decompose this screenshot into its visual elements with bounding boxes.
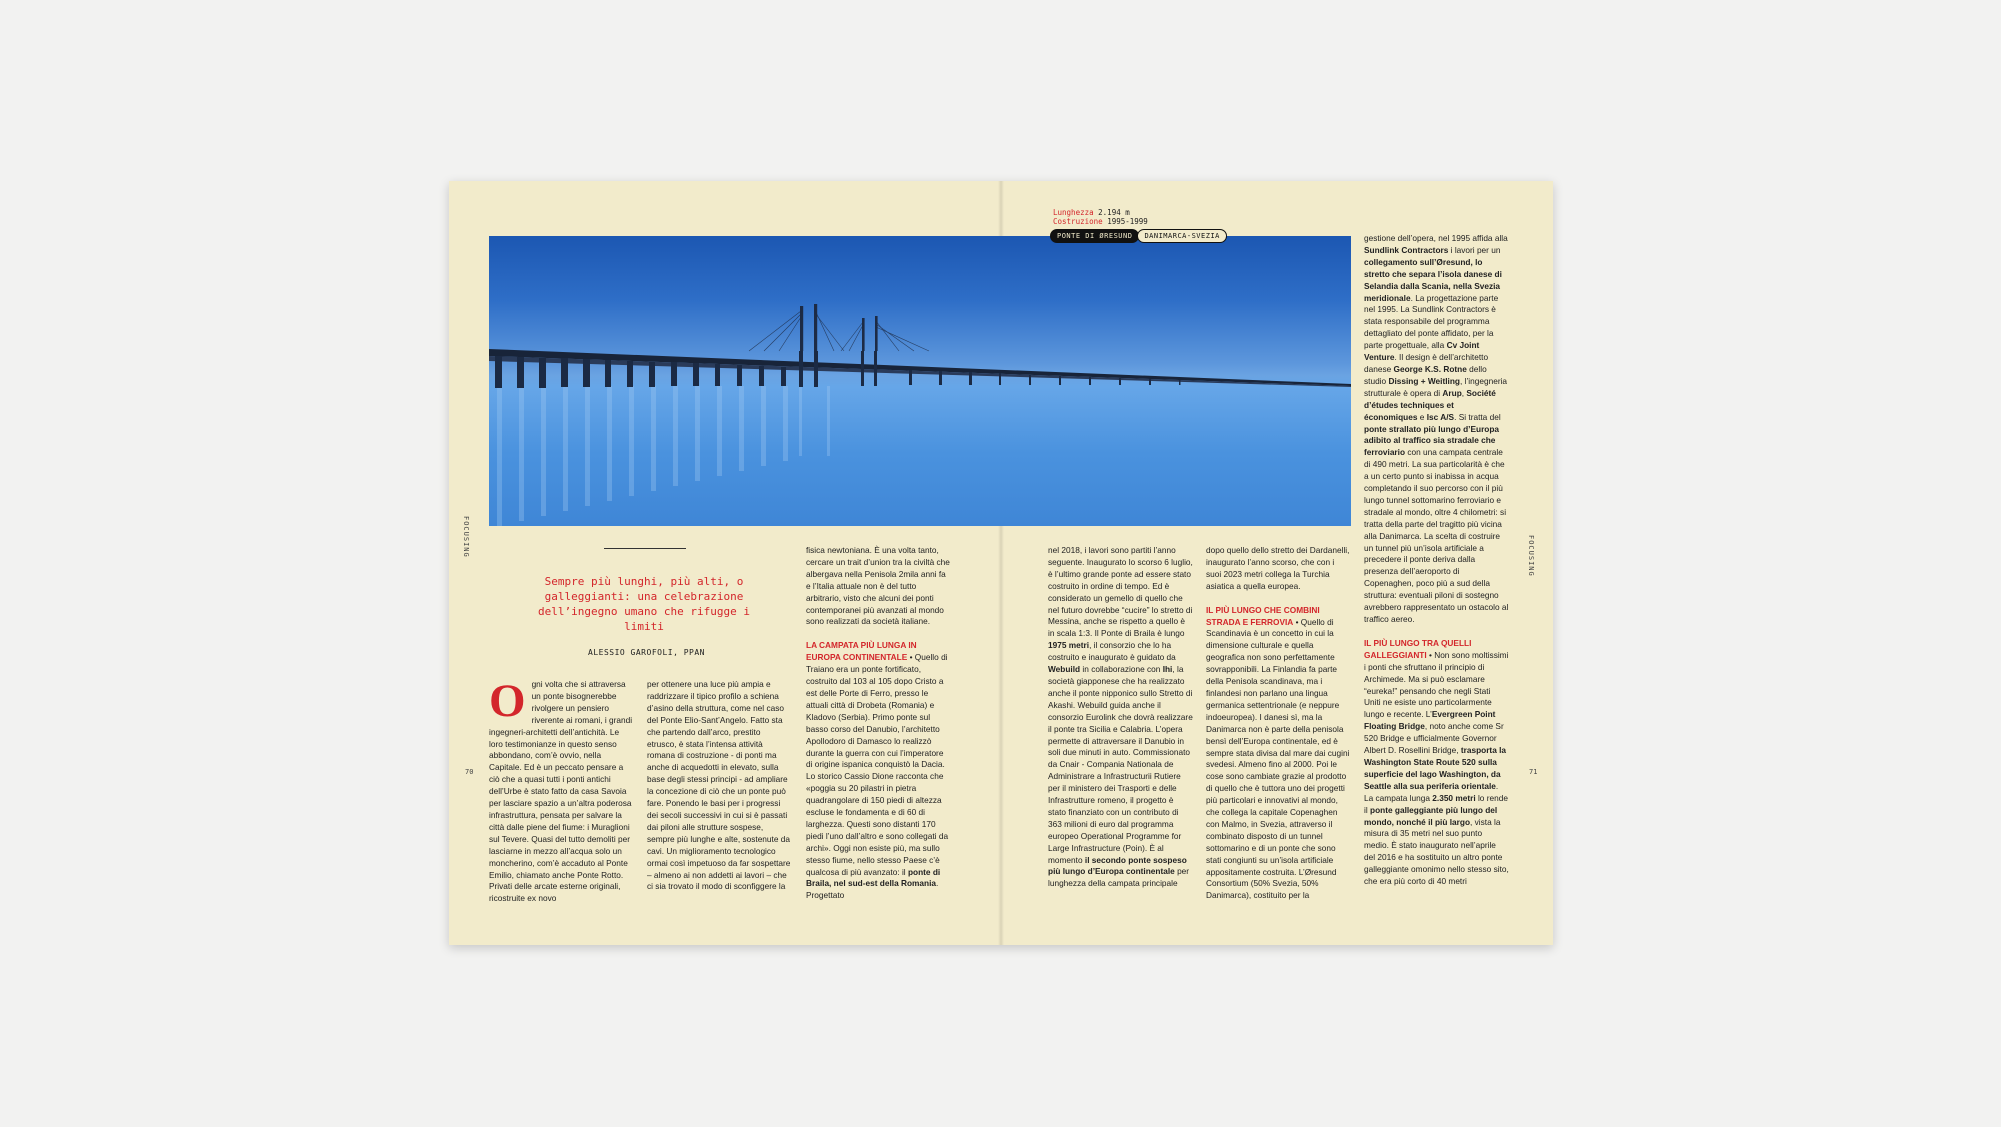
length-value: 2.194 m: [1098, 208, 1130, 217]
right-col2-a: dopo quello dello stretto dei Dardanelli, inaugurato l’anno scorso, che con i suoi 2023 metri collega la Turchia asiatica a quella europea.: [1206, 545, 1350, 591]
right-col3-b6: Arup: [1442, 387, 1462, 398]
right-col3-b7: Société d’études techniques et économiques: [1364, 387, 1496, 422]
right-col3-h: ,: [1461, 387, 1467, 398]
bridge-tags: [1050, 229, 1227, 243]
left-col3-text-a: fisica newtoniana. È una volta tanto, cercare un trait d’union tra la civiltà che albergava nella Penisola 2mila anni fa e l’Italia attuale non è del tutto arbitrario, visto che alcuni dei ponti contemporanei più avanzati al mondo sono realizzati da società italiane.: [806, 545, 950, 627]
right-col3-c: i lavori per un: [1448, 244, 1501, 255]
right-col1-f: per lunghezza della campata principale: [1048, 866, 1190, 889]
right-col3-a: gestione dell’opera, nel 1995 affida alla: [1364, 233, 1508, 243]
country-tag: DANIMARCA-SVEZIA: [1137, 229, 1226, 243]
right-column-2: [1206, 545, 1351, 902]
right-column-3: [1364, 233, 1509, 888]
magazine-spread: [449, 181, 1553, 945]
right-col1-b2: Webuild: [1048, 664, 1081, 675]
construction-value: 1995-1999: [1107, 217, 1148, 226]
section-heading-2: IL PIÙ LUNGO CHE COMBINI STRADA E FERROVIA: [1206, 604, 1320, 627]
right-page-number: 71: [1529, 768, 1538, 776]
right-col1-d: in collaborazione con: [1080, 664, 1163, 675]
right-col1-b4: il secondo ponte sospeso più lungo d’Europa continentale: [1048, 854, 1187, 877]
right-col3-b12: 2.350 metri: [1432, 792, 1476, 803]
deck-subtitle: Sempre più lunghi, più alti, o galleggianti: una celebrazione dell’ingegno umano che rifugge i limiti: [538, 575, 750, 633]
right-col3-l: • Non sono moltissimi i ponti che sfruttano il principio di Archimede. Ma si può esclamare “eureka!” pensando che negli Stati Uniti ne esiste uno particolarmente lungo e recente. L’: [1364, 649, 1509, 720]
section-heading-1: LA CAMPATA PIÙ LUNGA IN EUROPA CONTINENTALE: [806, 640, 917, 663]
drop-cap: O: [489, 675, 526, 727]
right-col3-b10: Evergreen Point Floating Bridge: [1364, 709, 1496, 732]
bridge-name-tag: PONTE DI ØRESUND: [1050, 229, 1139, 243]
bridge-photo: [489, 236, 1351, 526]
left-column-3: [806, 545, 951, 902]
right-col3-b13: ponte galleggiante più lungo del mondo, nonché il più largo: [1364, 804, 1498, 827]
right-col3-d: . La progettazione parte nel 1995. La Sundlink Contractors è stata responsabile del programma dettagliato del ponte affidato, per la parte progettuale, alla: [1364, 292, 1499, 351]
bridge-facts: [1053, 208, 1148, 226]
right-col3-b8: Isc A/S: [1426, 411, 1455, 422]
right-col3-b2: collegamento sull’Øresund, lo stretto che separa l’isola danese di Selandia dalla Scania, nella Svezia meridionale: [1364, 256, 1502, 303]
right-col2-b: • Quello di Scandinavia è un concetto in cui la dimensione culturale e quella geografica non sono perfettamente sovrapponibili. La Finlandia fa parte della Penisola scandinava, ma i finlandesi non parlano una lingua germanica settentrionale (e neppure indoeuropea). I danesi sì, ma la Danimarca non è parte della penisola bensì dell’Europa continentale, ed è sempre stata divisa dal mare dai cugini svedesi. Almeno fino al 2000. Poi le cose sono cambiate grazie al prodotto di quello che è tuttora uno dei progetti più particolari e innovativi al mondo, che collega la capitale Copenaghen con Malmo, in Svezia, attraverso il combinato disposto di un tunnel sottomarino e di un ponte che sono stati congiunti su un’isola artificiale appositamente costruita. L’Øresund Consortium (50% Svezia, 50% Danimarca), costituito per la: [1206, 616, 1350, 901]
section-heading-3: IL PIÙ LUNGO TRA QUELLI GALLEGGIANTI: [1364, 637, 1472, 660]
left-column-1: [489, 675, 634, 905]
right-col3-e: . Il design è dell’architetto danese: [1364, 352, 1489, 374]
right-col3-j: . Si tratta del: [1454, 411, 1501, 422]
right-col3-b5: Dissing + Weitling: [1388, 375, 1460, 386]
left-col3-text-c: . Progettato: [806, 878, 939, 901]
deck-rule: [604, 548, 686, 549]
right-col3-o: lo rende il: [1364, 792, 1508, 815]
left-col3-bold: ponte di Braila, nel sud-est della Romania: [806, 866, 941, 889]
right-col1-a: nel 2018, i lavori sono partiti l’anno seguente. Inaugurato lo scorso 6 luglio, è l’ultimo grande ponte ad essere stato costruito in ordine di tempo. Ed è considerato un gemello di quello che nel futuro dovrebbe “cucire” lo stretto di Messina, anche se rispetto a quello è in scala 1:3. Il Ponte di Braila è lungo: [1048, 545, 1193, 639]
left-running-head: FOCUSING: [462, 516, 470, 558]
right-column-1: [1048, 545, 1193, 890]
construction-label: Costruzione: [1053, 217, 1103, 226]
left-column-2: [647, 679, 792, 893]
right-col3-k: con una campata centrale di 490 metri. La sua particolarità è che a un certo punto si inabissa in acqua completando il suo percorso con il più lungo tunnel sottomarino ferroviario e stradale al mondo, oltre 4 chilometri: si tratta della parte del tragitto più vicina alla Danimarca. La scelta di costruire un tunnel più un’isola artificiale a precedere il ponte deriva dalla presenza dell’aeroporto di Copenaghen, poco più a sud della struttura: eventuali piloni di sostegno avrebbero rappresentato un ostacolo al traffico aereo.: [1364, 447, 1509, 624]
right-col3-g: , l’ingegneria strutturale è opera di: [1364, 375, 1508, 398]
length-label: Lunghezza: [1053, 208, 1094, 217]
right-col3-n: . La campata lunga: [1364, 780, 1499, 803]
right-col3-b3: Cv Joint Venture: [1364, 340, 1480, 363]
byline: ALESSIO GAROFOLI, PPAN: [588, 648, 705, 657]
right-col3-f: dello studio: [1364, 363, 1487, 386]
right-col3-i: e: [1417, 411, 1427, 422]
left-page-number: 70: [465, 768, 474, 776]
right-col1-b3: Ihi: [1162, 664, 1173, 675]
right-col3-b1: Sundlink Contractors: [1364, 244, 1449, 255]
bridge-illustration: [489, 236, 1351, 526]
right-running-head: FOCUSING: [1527, 535, 1535, 577]
left-col2-text: per ottenere una luce più ampia e raddrizzare il tipico profilo a schiena d’asino della struttura, come nel caso del Ponte Elio-Sant’Angelo. Fatto sta che partendo dall’arco, prestito etrusco, è stata l’intensa attività romana di costruzione - di ponti ma anche di acquedotti in elevato, sulla base degli stessi principi - ad ampliare la concezione di ciò che un ponte può fare. Ponendo le basi per i progressi dei secoli successivi in cui si è passati dai piloni alle strutture sospese, sempre più lunghe e alte, sostenute da cavi. Un miglioramento tecnologico ormai così impetuoso da far sospettare – almeno ai non addetti ai lavori – che ci sia trovato il modo di sconfiggere la: [647, 679, 791, 892]
right-col3-p: , vista la misura di 35 metri nel suo punto medio. È stato inaugurato nell’aprile del 2016 e ha sostituito un altro ponte galleggiante omonimo nello stesso sito, che era più corto di 40 metri: [1364, 816, 1509, 887]
right-col3-m: , noto anche come Sr 520 Bridge e ufficialmente Governor Albert D. Rosellini Bridge,: [1364, 721, 1504, 756]
right-col3-b9: ponte strallato più lungo d’Europa adibito al traffico sia stradale che ferroviario: [1364, 423, 1500, 458]
right-col1-e: , la società giapponese che ha realizzato anche il ponte nipponico sullo Stretto di Akashi. Webuild guida anche il consorzio Eurolink che dovrà realizzare il ponte tra Sicilia e Calabria. L’opera permette di attraversare il Danubio in soli due minuti in auto. Commissionato da Cnair - Compania Nationala de Administrare a Infrastructurii Rutiere per il ministero dei Trasporti e delle Infrastrutture romeno, il progetto è stato finanziato con un contributo di 363 milioni di euro dal programma europeo Operational Programme for Large Infrastructure (Poin). È al momento: [1048, 664, 1193, 865]
right-col1-b1: 1975 metri: [1048, 640, 1090, 651]
right-col3-b11: trasporta la Washington State Route 520 sulla superficie del lago Washington, da Seattle alla sua periferia orientale: [1364, 745, 1507, 791]
right-col3-b4: George K.S. Rotne: [1393, 363, 1467, 374]
left-col3-text-b: • Quello di Traiano era un ponte fortificato, costruito dal 103 al 105 dopo Cristo a est delle Porte di Ferro, presso le attuali città di Drobeta (Romania) e Kladovo (Serbia). Primo ponte sul basso corso del Danubio, l’architetto Apollodoro di Damasco lo realizzò durante la guerra con cui l’imperatore di origine ispanica conquistò la Dacia. Lo storico Cassio Dione racconta che «poggia su 20 pilastri in pietra quadrangolare di 150 piedi di altezza escluse le fondamenta e di 60 di larghezza. Questi sono distanti 170 piedi l’uno dall’altro e sono collegati da archi». Oggi non esiste più, ma sullo stesso fiume, nello stesso Paese c’è qualcosa di più avanzato: il: [806, 652, 949, 877]
right-col1-c: , il consorzio che lo ha costruito e inaugurato è guidato da: [1048, 640, 1176, 663]
left-col1-text: gni volta che si attraversa un ponte bisognerebbe rivolgere un pensiero riverente ai romani, i grandi ingegneri-architetti dell’antichità. Le loro testimonianze in questo senso abbondano, com’è ovvio, nella Capitale. Ed è un peccato pensare a ciò che a quasi tutti i ponti antichi dell’Urbe è stato fatto da casa Savoia per lasciare spazio a un’altra poderosa infrastruttura, pensata per salvare la città dalle piene del fiume: i Muraglioni sul Tevere. Quasi del tutto demoliti per lasciarne in mezzo all’acqua solo un moncherino, com’è accaduto al Ponte Emilio, chiamato anche Ponte Rotto. Privati delle arcate esterne originali, ricostruite ex novo: [489, 679, 633, 904]
